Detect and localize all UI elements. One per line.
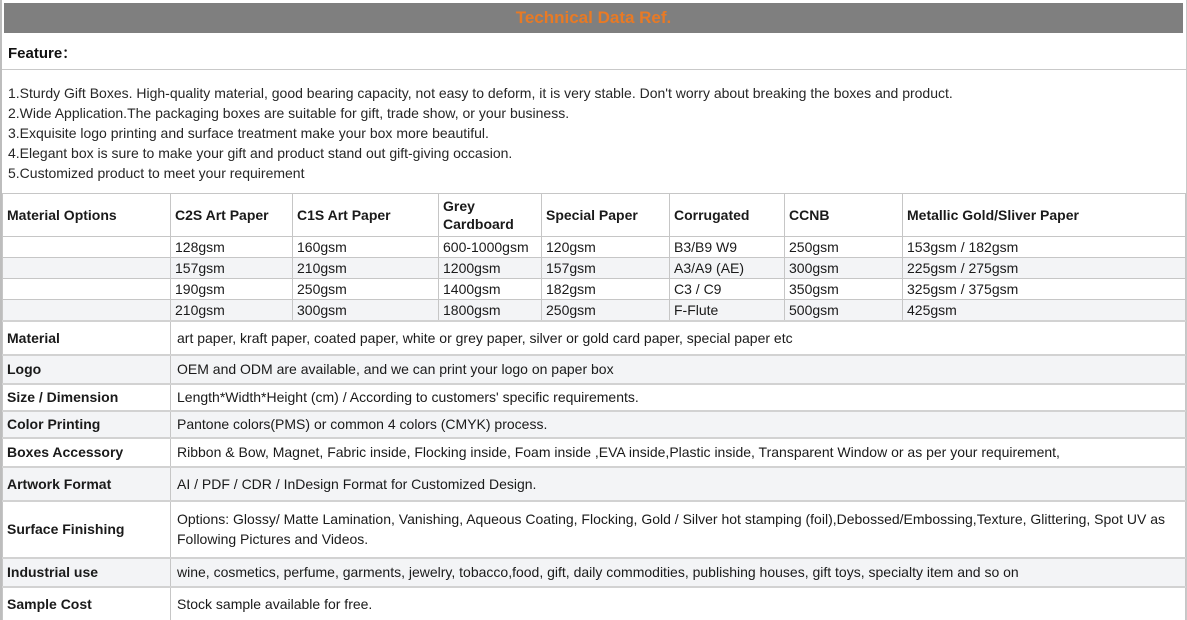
spec-label-size-dimension: Size / Dimension: [3, 384, 171, 411]
gsm-cell: 160gsm: [293, 237, 439, 258]
page-title: Technical Data Ref.: [4, 3, 1183, 33]
gsm-cell: 128gsm: [171, 237, 293, 258]
gsm-cell: 120gsm: [542, 237, 670, 258]
gsm-cell: 182gsm: [542, 279, 670, 300]
gsm-cell: 300gsm: [293, 300, 439, 321]
spec-row-size-dimension: [3, 384, 1186, 411]
feature-heading: Feature：: [2, 33, 1186, 70]
spec-row-artwork-format: [3, 467, 1186, 501]
spec-value-material: art paper, kraft paper, coated paper, white or grey paper, silver or gold card paper, special paper etc: [171, 321, 1186, 355]
col-header-material-options: Material Options: [3, 194, 171, 237]
gsm-cell: 500gsm: [785, 300, 903, 321]
col-header-corrugated: Corrugated: [670, 194, 785, 237]
gsm-cell: F-Flute: [670, 300, 785, 321]
spec-value-boxes-accessory: Ribbon & Bow, Magnet, Fabric inside, Flocking inside, Foam inside ,EVA inside,Plastic inside, Transparent Window or as per your requirement,: [171, 438, 1186, 467]
spec-value-logo: OEM and ODM are available, and we can print your logo on paper box: [171, 355, 1186, 384]
spec-value-industrial-use: wine, cosmetics, perfume, garments, jewelry, tobacco,food, gift, daily commodities, publishing houses, gift toys, specialty item and so on: [171, 558, 1186, 587]
feature-item: 2.Wide Application.The packaging boxes are suitable for gift, trade show, or your business.: [8, 105, 570, 121]
col-header-grey-cardboard: Grey Cardboard: [439, 194, 542, 237]
spec-label-industrial-use: Industrial use: [3, 558, 171, 587]
gsm-cell: 225gsm / 275gsm: [903, 258, 1186, 279]
gsm-cell: 157gsm: [542, 258, 670, 279]
spec-row-material: [3, 321, 1186, 355]
feature-item: 3.Exquisite logo printing and surface treatment make your box more beautiful.: [8, 125, 489, 141]
feature-item: 5.Customized product to meet your requirement: [8, 165, 305, 181]
spec-value-artwork-format: AI / PDF / CDR / InDesign Format for Customized Design.: [171, 467, 1186, 501]
gsm-cell: 425gsm: [903, 300, 1186, 321]
spec-row-boxes-accessory: [3, 438, 1186, 467]
materials-header-row: [3, 194, 1186, 237]
gsm-row-3: [3, 279, 1186, 300]
gsm-cell: 210gsm: [171, 300, 293, 321]
gsm-cell: 157gsm: [171, 258, 293, 279]
col-header-special-paper: Special Paper: [542, 194, 670, 237]
spec-label-boxes-accessory: Boxes Accessory: [3, 438, 171, 467]
gsm-cell: 190gsm: [171, 279, 293, 300]
gsm-row-4: [3, 300, 1186, 321]
feature-list: [2, 70, 1186, 193]
spec-label-color-printing: Color Printing: [3, 411, 171, 438]
gsm-cell: 325gsm / 375gsm: [903, 279, 1186, 300]
gsm-cell: 300gsm: [785, 258, 903, 279]
gsm-cell: 250gsm: [785, 237, 903, 258]
feature-item: 1.Sturdy Gift Boxes. High-quality material, good bearing capacity, not easy to deform, it is very stable. Don't worry about breaking the boxes and product.: [8, 85, 953, 101]
empty-cell: [3, 258, 171, 279]
spec-row-sample-cost: [3, 587, 1186, 620]
gsm-cell: 250gsm: [293, 279, 439, 300]
col-header-c1s-art-paper: C1S Art Paper: [293, 194, 439, 237]
gsm-cell: C3 / C9: [670, 279, 785, 300]
gsm-cell: 1800gsm: [439, 300, 542, 321]
spec-row-surface-finishing: [3, 501, 1186, 558]
col-header-c2s-art-paper: C2S Art Paper: [171, 194, 293, 237]
spec-row-logo: [3, 355, 1186, 384]
gsm-row-2: [3, 258, 1186, 279]
gsm-cell: A3/A9 (AE): [670, 258, 785, 279]
empty-cell: [3, 300, 171, 321]
spec-label-surface-finishing: Surface Finishing: [3, 501, 171, 558]
empty-cell: [3, 279, 171, 300]
spec-label-sample-cost: Sample Cost: [3, 587, 171, 620]
gsm-row-1: [3, 237, 1186, 258]
col-header-ccnb: CCNB: [785, 194, 903, 237]
spec-value-color-printing: Pantone colors(PMS) or common 4 colors (CMYK) process.: [171, 411, 1186, 438]
col-header-metallic-paper: Metallic Gold/Sliver Paper: [903, 194, 1186, 237]
gsm-cell: B3/B9 W9: [670, 237, 785, 258]
spec-value-surface-finishing: Options: Glossy/ Matte Lamination, Vanishing, Aqueous Coating, Flocking, Gold / Silver hot stamping (foil),Debossed/Embossing,Texture, Glittering, Spot UV as Following Pictures and Videos.: [171, 501, 1186, 558]
empty-cell: [3, 237, 171, 258]
gsm-cell: 210gsm: [293, 258, 439, 279]
gsm-cell: 153gsm / 182gsm: [903, 237, 1186, 258]
spec-row-color-printing: [3, 411, 1186, 438]
spec-row-industrial-use: [3, 558, 1186, 587]
spec-value-size-dimension: Length*Width*Height (cm) / According to customers' specific requirements.: [171, 384, 1186, 411]
feature-item: 4.Elegant box is sure to make your gift and product stand out gift-giving occasion.: [8, 145, 513, 161]
gsm-cell: 350gsm: [785, 279, 903, 300]
gsm-cell: 600-1000gsm: [439, 237, 542, 258]
gsm-cell: 1400gsm: [439, 279, 542, 300]
spec-value-sample-cost: Stock sample available for free.: [171, 587, 1186, 620]
gsm-cell: 250gsm: [542, 300, 670, 321]
technical-data-table: [2, 193, 1186, 620]
spec-label-artwork-format: Artwork Format: [3, 467, 171, 501]
gsm-cell: 1200gsm: [439, 258, 542, 279]
spec-label-logo: Logo: [3, 355, 171, 384]
spec-label-material: Material: [3, 321, 171, 355]
